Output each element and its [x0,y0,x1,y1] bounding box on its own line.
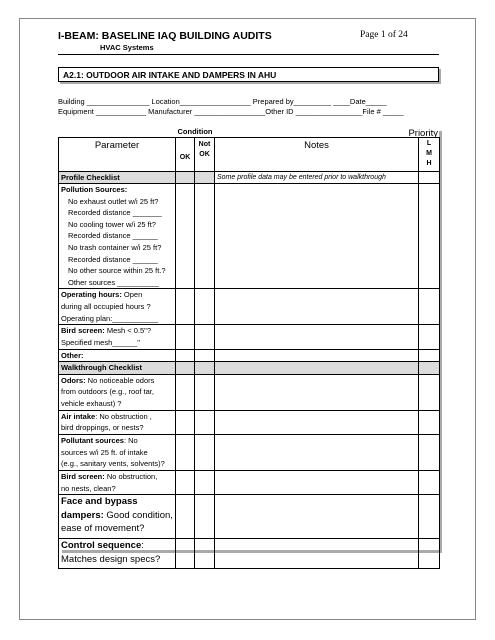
pollutant-sources-line2: sources w/i 25 ft. of intake [61,447,148,457]
pollutant-sources-cell [59,435,176,471]
not-ok-checkbox-cell[interactable] [195,325,215,349]
priority-header: Priority [408,127,438,139]
not-ok-checkbox-cell[interactable] [195,539,215,569]
document-subtitle: HVAC Systems [100,43,154,52]
priority-cell[interactable] [419,349,440,362]
pollution-sources-cell [59,184,176,289]
odors-cell [59,374,176,410]
odors-line2: from outdoors (e.g., roof tar, [61,387,154,397]
trash-container-item: No trash container w/i 25 ft? [68,243,162,253]
ok-checkbox-cell[interactable] [176,539,195,569]
other-row [59,349,440,362]
notes-cell[interactable] [215,184,419,289]
info-line-equipment: Equipment ____________ Manufacturer _________________Other ID ________________File # _____ [58,107,404,116]
operating-plan-line: Operating plan:___________ [61,313,159,323]
not-ok-checkbox-cell[interactable] [195,471,215,495]
notes-cell[interactable] [215,495,419,539]
control-sequence-cell [59,539,176,569]
control-sequence-colon: : [141,540,144,552]
not-ok-checkbox-cell[interactable] [195,184,215,289]
operating-hours-text: Open [121,290,143,300]
bird-screen-walkthrough-row [59,471,440,495]
bird-screen-walkthrough-cell [59,471,176,495]
ok-checkbox-cell[interactable] [176,374,195,410]
operating-hours-row [59,289,440,325]
not-ok-checkbox-cell[interactable] [195,410,215,434]
info-line-building: Building _______________ Location_________________ Prepared by_________ ____Date_____ [58,97,387,106]
not-ok-checkbox-cell[interactable] [195,495,215,539]
ok-header: OK [179,153,191,161]
not-ok-header-cell [195,137,215,171]
header-rule [58,54,439,55]
table-header-row-condition [59,127,440,137]
ok-checkbox-cell[interactable] [176,325,195,349]
ok-checkbox-cell[interactable] [176,349,195,362]
profile-checklist-label-cell [59,171,176,184]
face-bypass-text: Good condition, [103,509,173,521]
bird-screen-label: Bird screen: [61,326,105,336]
odors-line3: vehicle exhaust) ? [61,399,122,408]
recorded-distance-3: Recorded distance ______ [68,254,158,264]
profile-note-cell [215,171,419,184]
pollutant-sources-text: : No [123,436,138,445]
specified-mesh-line: Specified mesh______" [61,338,140,348]
not-ok-header: OK [199,150,210,158]
ok-checkbox-cell[interactable] [176,435,195,471]
bird-screen-walkthrough-line2: no nests, clean? [61,483,116,493]
recorded-distance-2: Recorded distance ______ [68,231,158,241]
priority-cell[interactable] [419,471,440,495]
notes-cell[interactable] [215,410,419,434]
notes-cell[interactable] [215,539,419,569]
face-bypass-row [59,495,440,539]
not-ok-checkbox-cell[interactable] [195,289,215,325]
other-sources-item: Other sources __________ [68,277,159,287]
notes-cell[interactable] [215,435,419,471]
not-ok-checkbox-cell[interactable] [195,349,215,362]
section-title-box [58,67,439,82]
priority-medium: M [426,149,432,157]
walkthrough-checklist-label-cell [59,362,176,375]
profile-checklist-label: Profile Checklist [61,172,120,182]
air-intake-line2: bird droppings, or nests? [61,423,144,433]
notes-cell[interactable] [215,374,419,410]
notes-cell[interactable] [215,289,419,325]
pollutant-sources-row [59,435,440,471]
pollution-sources-row [59,184,440,289]
audit-table [58,127,440,569]
operating-hours-cell [59,289,176,325]
ok-checkbox-cell[interactable] [176,471,195,495]
priority-header-cell [408,127,440,171]
section-title: A2.1: OUTDOOR AIR INTAKE AND DAMPERS IN AHU [63,70,277,80]
control-sequence-label: Control sequence [61,540,142,552]
face-bypass-line1: Face and bypass [61,496,138,508]
table-header-row [59,137,440,171]
not-ok-checkbox-cell[interactable] [195,435,215,471]
pollutant-sources-line3: (e.g., sanitary vents, solvents)? [61,459,165,469]
air-intake-row [59,410,440,434]
other-cell [59,349,176,362]
pollution-sources-label: Pollution Sources: [61,185,128,195]
priority-cell[interactable] [419,410,440,434]
priority-cell[interactable] [419,495,440,539]
bird-screen-text: Mesh < 0.5"? [104,326,152,336]
operating-hours-label: Operating hours: [61,290,122,300]
odors-text: No noticeable odors [85,375,155,385]
air-intake-text: : No obstruction , [95,411,152,421]
walkthrough-checklist-label: Walkthrough Checklist [61,363,142,373]
operating-hours-line2: during all occupied hours ? [61,302,151,312]
ok-header-cell [176,137,195,171]
priority-cell[interactable] [419,539,440,569]
ok-checkbox-cell[interactable] [176,184,195,289]
face-bypass-label: dampers: [61,509,104,521]
cooling-tower-item: No cooling tower w/i 25 ft? [68,219,156,229]
page-number: Page 1 of 24 [360,30,408,40]
notes-cell[interactable] [215,471,419,495]
walkthrough-checklist-row [59,362,440,375]
exhaust-outlet-item: No exhaust outlet w/i 25 ft? [68,196,159,206]
profile-note: Some profile data may be entered prior to walkthrough [217,173,386,181]
not-ok-checkbox-cell[interactable] [195,374,215,410]
recorded-distance-1: Recorded distance _______ [68,208,162,218]
document-title: I-BEAM: BASELINE IAQ BUILDING AUDITS [58,30,272,42]
bird-screen-row [59,325,440,349]
profile-checklist-row [59,171,440,184]
priority-high: H [426,159,432,167]
control-sequence-row [59,539,440,569]
notes-cell[interactable] [215,325,419,349]
odors-label: Odors: [61,375,86,385]
priority-low: L [426,139,432,147]
priority-cell[interactable] [419,374,440,410]
odors-row [59,374,440,410]
ok-checkbox-cell[interactable] [176,289,195,325]
parameter-header-cell [59,137,176,171]
no-other-source-item: No other source within 25 ft.? [68,266,166,276]
notes-header: Notes [304,139,329,151]
bird-screen-cell [59,325,176,349]
priority-cell[interactable] [419,184,440,289]
pollutant-sources-label: Pollutant sources [61,436,124,445]
priority-cell[interactable] [419,289,440,325]
parameter-header: Parameter [94,139,140,151]
other-label: Other: [61,350,84,360]
face-bypass-cell [59,495,176,539]
air-intake-cell [59,410,176,434]
air-intake-label: Air intake [61,411,96,421]
bird-screen-walkthrough-label: Bird screen: [61,472,105,481]
face-bypass-line3: ease of movement? [61,523,145,535]
notes-header-cell [215,137,419,171]
priority-cell[interactable] [419,325,440,349]
priority-cell[interactable] [419,435,440,471]
bird-screen-walkthrough-text: No obstruction, [104,472,158,481]
not-header: Not [198,140,211,148]
ok-checkbox-cell[interactable] [176,495,195,539]
condition-header: Condition [177,127,213,136]
control-sequence-line2: Matches design specs? [61,553,161,565]
ok-checkbox-cell[interactable] [176,410,195,434]
notes-cell[interactable] [215,349,419,362]
